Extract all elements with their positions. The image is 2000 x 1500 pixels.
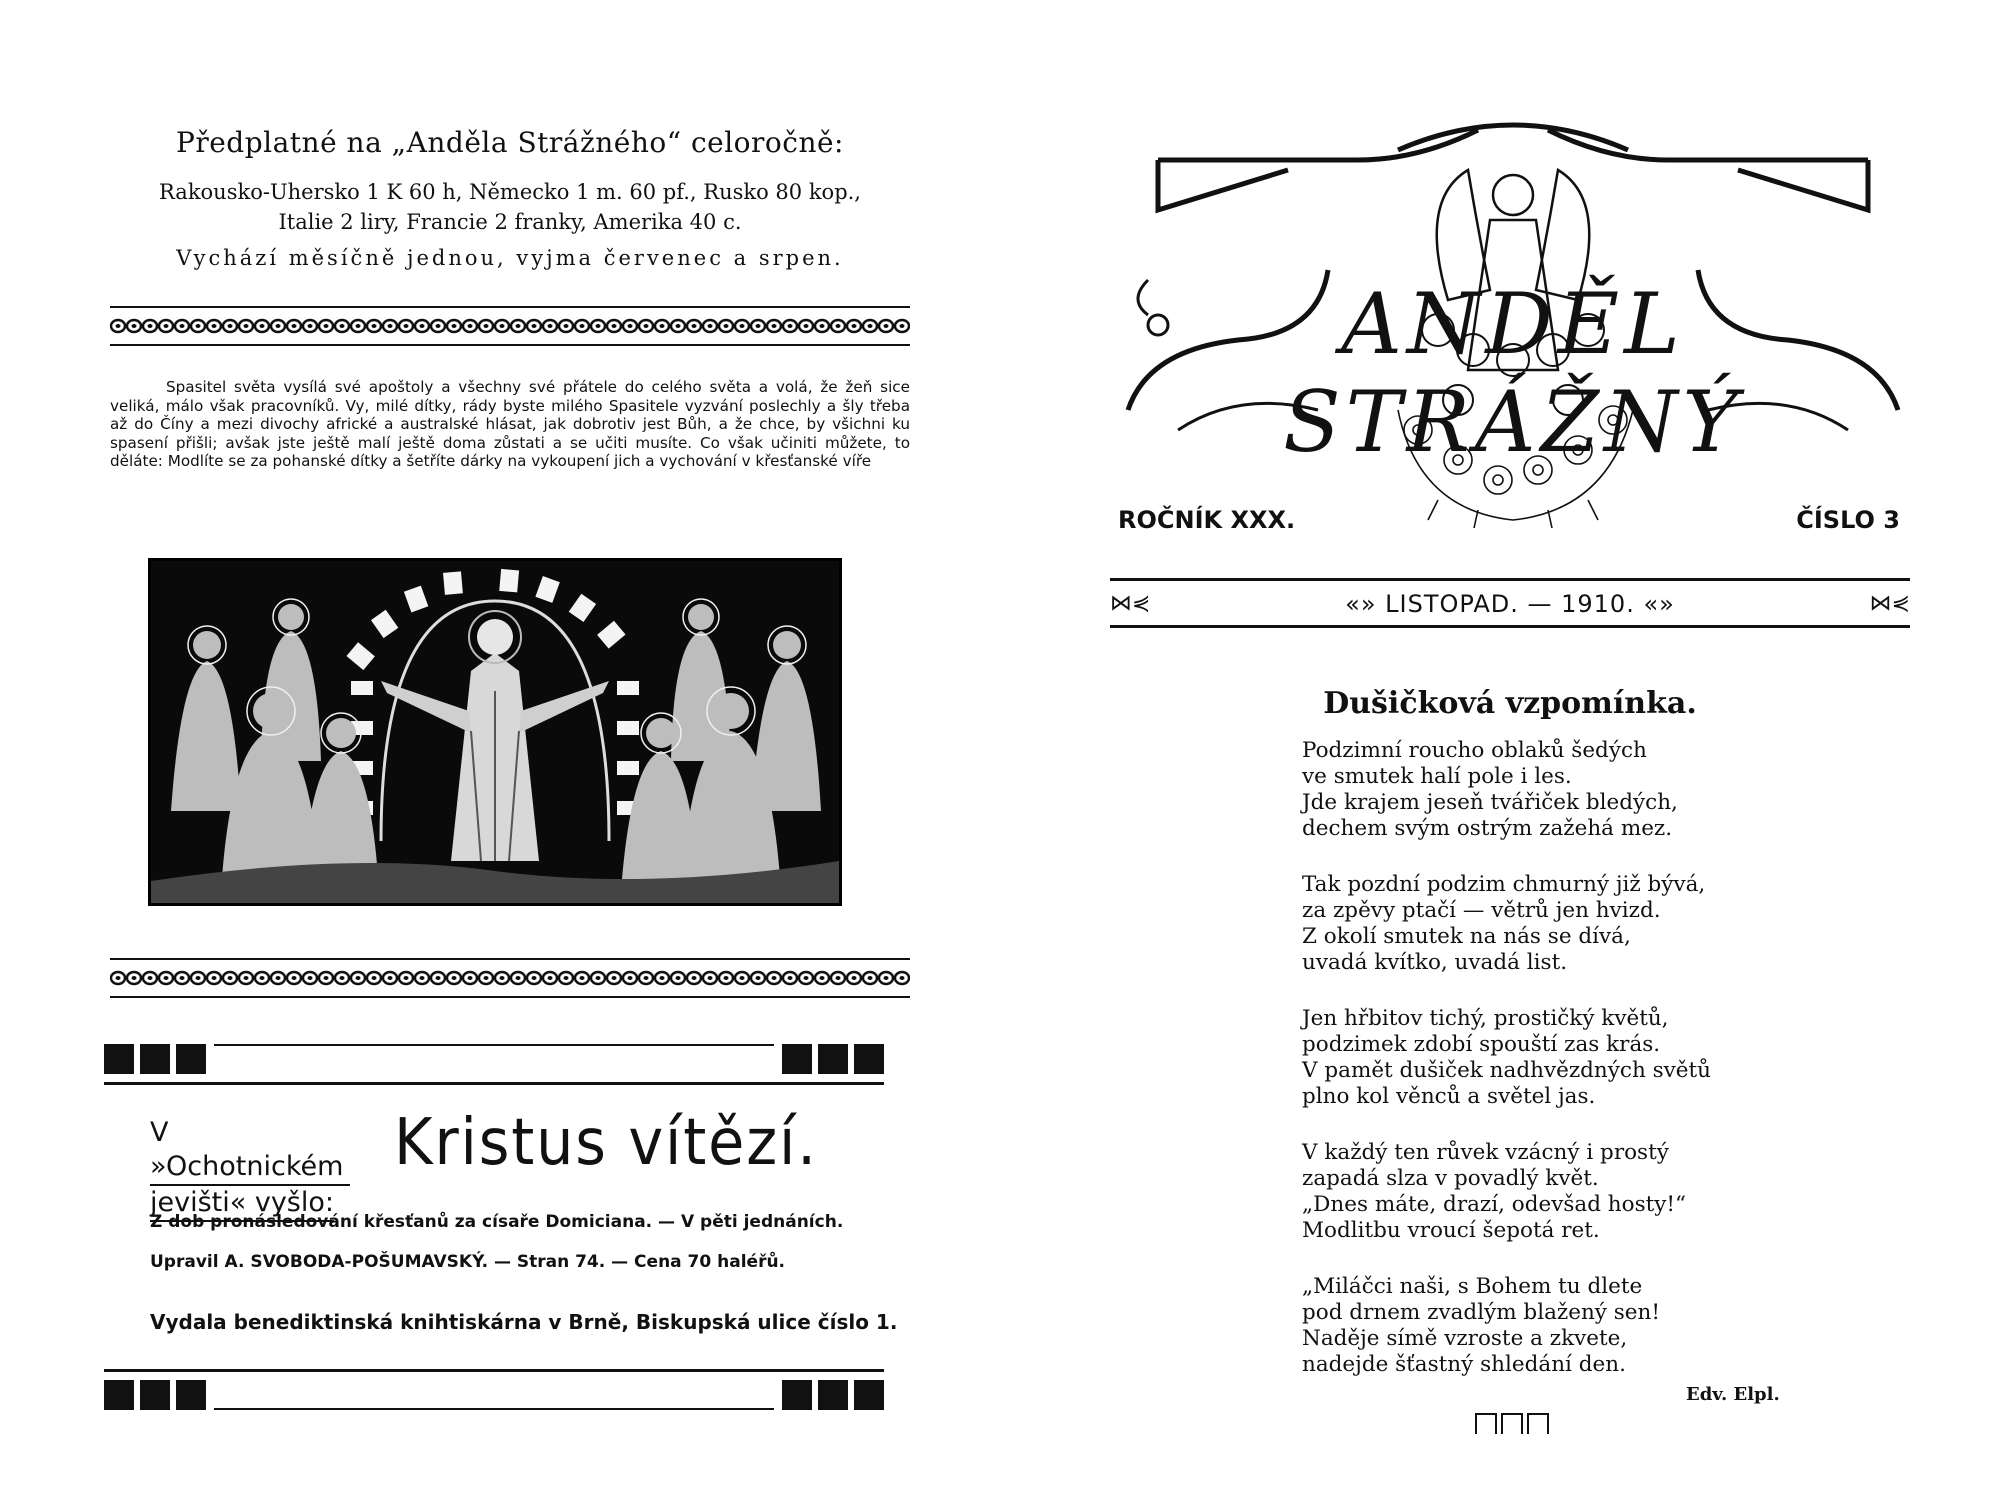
poem-line: pod drnem zvadlým blažený sen! (1302, 1300, 1661, 1325)
volume-number: ROČNÍK XXX. (1118, 506, 1296, 534)
ad-rule (214, 1044, 774, 1046)
poem-line: V pamět dušiček nadhvězdných světů (1302, 1058, 1712, 1083)
ad-intro (150, 1116, 350, 1222)
subscription-prices-line: Rakousko-Uhersko 1 K 60 h, Německo 1 m. 60 pf., Rusko 80 kop., (159, 180, 861, 204)
poem-line: Z okolí smutek na nás se dívá, (1302, 924, 1631, 949)
masthead (1118, 110, 1908, 570)
angel-masthead-ornament-icon (1118, 110, 1908, 530)
issue-date: «» LISTOPAD. — 1910. «» (1345, 590, 1675, 618)
poem-line: Podzimní roucho oblaků šedých (1302, 738, 1647, 763)
poem-line: „Dnes máte, drazí, odevšad hosty!“ (1302, 1192, 1687, 1217)
right-page (1000, 0, 2000, 1500)
book-advertisement (104, 1044, 898, 1410)
poem-line: zapadá slza v povadlý květ. (1302, 1166, 1599, 1191)
bow-ornament-icon: ⋈⋞ (1869, 591, 1910, 616)
poem-line: plno kol věnců a světel jas. (1302, 1084, 1596, 1109)
poem-stanza (1302, 738, 1862, 842)
poem-line: „Miláčci naši, s Bohem tu dlete (1302, 1274, 1643, 1299)
poem-stanza (1302, 872, 1862, 976)
poem-author: Edv. Elpl. (1686, 1384, 1780, 1405)
ad-rule (214, 1408, 774, 1410)
subscription-prices-line: Italie 2 liry, Francie 2 franky, Amerika 40 c. (278, 210, 742, 234)
page-end-ornament-icon (1472, 1410, 1552, 1438)
poem-stanza (1302, 1140, 1862, 1244)
poem-line: za zpěvy ptačí — větrů jen hvizd. (1302, 898, 1661, 923)
ad-details: Upravil A. SVOBODA-POŠUMAVSKÝ. — Stran 74. — Cena 70 haléřů. (150, 1252, 786, 1272)
poem-line: Modlitbu vroucí šepotá ret. (1302, 1218, 1600, 1243)
ad-publisher: Vydala benediktinská knihtiskárna v Brně, Biskupská ulice číslo 1. (150, 1310, 898, 1334)
corner-block-ornament-icon (780, 1380, 884, 1410)
masthead-title: ANDĚL STRÁŽNÝ (1283, 275, 1743, 471)
ad-description: Z dob pronásledování křesťanů za císaře Domiciana. — V pěti jednáních. (150, 1212, 844, 1232)
poem-line: podzimek zdobí spouští zas krás. (1302, 1032, 1661, 1057)
engraving-illustration-icon (151, 561, 839, 903)
poem-line: nadejde šťastný shledání den. (1302, 1352, 1626, 1377)
subscription-title: Předplatné na „Anděla Strážného“ celoročně: (176, 126, 844, 159)
poem-line: Tak pozdní podzim chmurný již bývá, (1302, 872, 1706, 897)
poem-stanza (1302, 1274, 1862, 1378)
publication-frequency: Vychází měsíčně jednou, vyjma červenec a srpen. (176, 246, 844, 270)
chain-ornament-icon (110, 960, 910, 996)
ornament-band-top (110, 306, 910, 346)
bow-ornament-icon: ⋈⋞ (1110, 591, 1151, 616)
ornament-band-middle (110, 958, 910, 998)
ad-intro-line: V »Ochotnickém (150, 1116, 350, 1186)
issue-number: ČÍSLO 3 (1796, 506, 1900, 534)
poem-stanza (1302, 1006, 1862, 1110)
christ-apostles-engraving (148, 558, 842, 906)
poem (1302, 738, 1862, 1408)
poem-line: Jen hřbitov tichý, prostičký květů, (1302, 1006, 1669, 1031)
chain-ornament-icon (110, 308, 910, 344)
ad-book-title: Kristus vítězí. (394, 1106, 818, 1180)
corner-block-ornament-icon (780, 1044, 884, 1074)
issue-date-band (1110, 578, 1910, 628)
poem-line: dechem svým ostrým zažehá mez. (1302, 816, 1673, 841)
poem-line: Jde krajem jeseň tvářiček bledých, (1302, 790, 1678, 815)
poem-line: Naděje símě vzroste a zkvete, (1302, 1326, 1628, 1351)
poem-title: Dušičková vzpomínka. (1323, 686, 1697, 721)
poem-line: uvadá kvítko, uvadá list. (1302, 950, 1568, 975)
poem-line: ve smutek halí pole i les. (1302, 764, 1572, 789)
poem-line: V každý ten růvek vzácný i prostý (1302, 1140, 1669, 1165)
mission-paragraph: Spasitel světa vysílá své apoštoly a všechny své přátele do celého světa a volá, že žeň sice veliká, málo však pracovníků. Vy, milé dítky, rády byste milého Spasitele vyzvání poslechly a šly třeba až do Číny a mezi divochy africké a australské hlásat, jak dobrotiv jest Bůh, a že chce, by všichni ku spasení přišli; avšak jste ještě malí ještě doma zůstati a se učiti musíte. Co však učiniti můžete, to děláte: Modlíte se za pohanské dítky a šetříte dárky na vykoupení jich a vychování v křesťanské víře (110, 378, 910, 470)
ad-intro-line: jevišti« vyšlo: (150, 1186, 334, 1222)
corner-block-ornament-icon (104, 1044, 208, 1074)
corner-block-ornament-icon (104, 1380, 208, 1410)
